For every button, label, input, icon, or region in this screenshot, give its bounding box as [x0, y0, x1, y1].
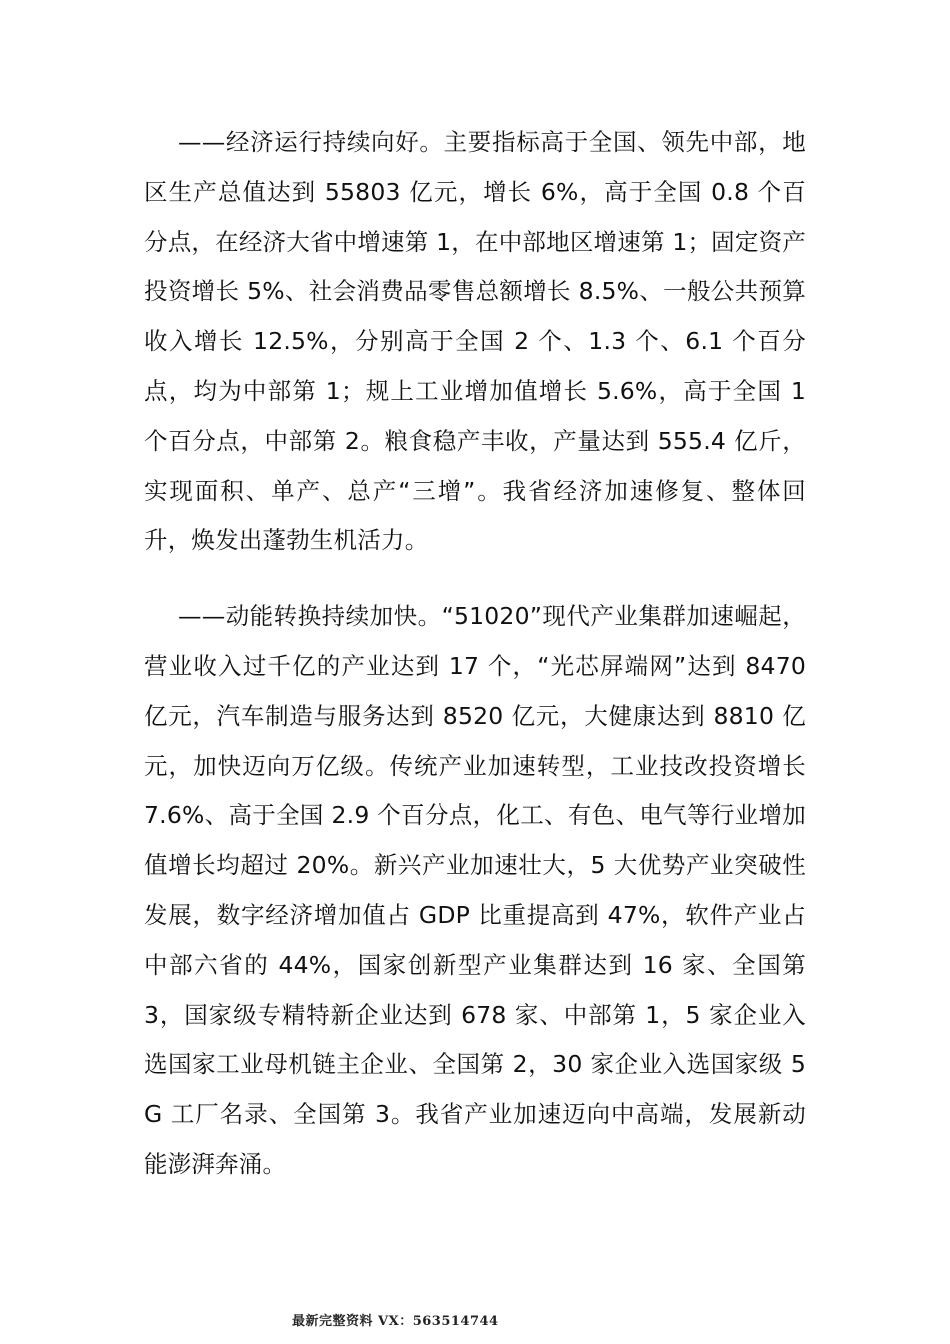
paragraph-economy: ——经济运行持续向好。主要指标高于全国、领先中部，地区生产总值达到 55803 亿元，增长 6%，高于全国 0.8 个百分点，在经济大省中增速第 1，在中部地区增速第 1；固定资产投资增长 5%、社会消费品零售总额增长 8.5%、一般公共预算收入增长 12.5%，分别高于全国 2 个、1.3 个、6.1 个百分点，均为中部第 1；规上工业增加值增长 5.6%，高于全国 1 个百分点，中部第 2。粮食稳产丰收，产量达到 555.4 亿斤，实现面积、单产、总产“三增”。我省经济加速修复、整体回升，焕发出蓬勃生机活力。: [144, 128, 806, 555]
document-body: [144, 118, 806, 1190]
paragraph-momentum: ——动能转换持续加快。“51020”现代产业集群加速崛起，营业收入过千亿的产业达到 17 个，“光芯屏端网”达到 8470 亿元，汽车制造与服务达到 8520 亿元，大健康达到 8810 亿元，加快迈向万亿级。传统产业加速转型，工业技改投资增长 7.6%、高于全国 2.9 个百分点，化工、有色、电气等行业增加值增长均超过 20%。新兴产业加速壮大，5 大优势产业突破性发展，数字经济增加值占 GDP 比重提高到 47%，软件产业占中部六省的 44%，国家创新型产业集群达到 16 家、全国第 3，国家级专精特新企业达到 678 家、中部第 1，5 家企业入选国家工业母机链主企业、全国第 2，30 家企业入选国家级 5G 工厂名录、全国第 3。我省产业加速迈向中高端，发展新动能澎湃奔涌。: [144, 602, 806, 1178]
footer-contact-note: 最新完整资料 VX：563514744: [292, 1314, 499, 1329]
